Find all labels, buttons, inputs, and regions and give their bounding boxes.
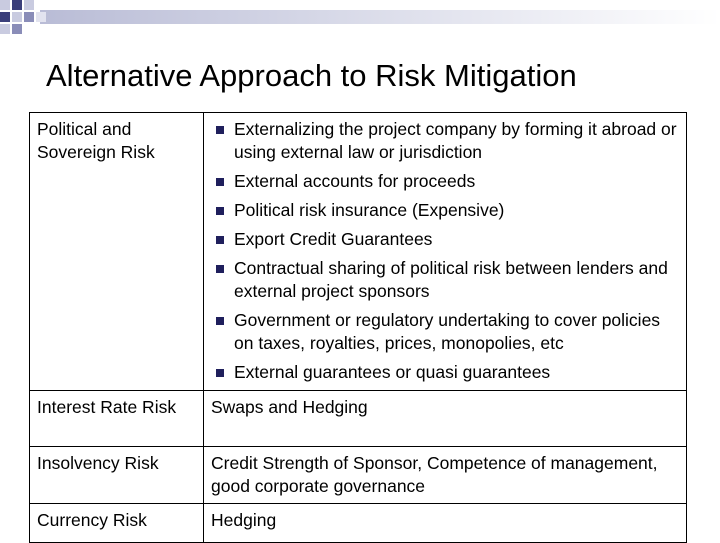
square-bullet-icon bbox=[216, 207, 224, 215]
list-item bbox=[211, 257, 682, 303]
list-item bbox=[211, 361, 682, 384]
decorative-header-pattern bbox=[0, 0, 720, 40]
list-item-text: Political risk insurance (Expensive) bbox=[234, 200, 505, 220]
list-item-text: Externalizing the project company by forming it abroad or using external law or jurisdiction bbox=[234, 119, 677, 162]
mitigation-list-political bbox=[204, 113, 687, 391]
mitigation-interest-rate: Swaps and Hedging bbox=[204, 391, 687, 447]
square-bullet-icon bbox=[216, 126, 224, 134]
bullet-list bbox=[211, 118, 682, 384]
square-bullet-icon bbox=[216, 369, 224, 377]
square-bullet-icon bbox=[216, 265, 224, 273]
list-item-text: External accounts for proceeds bbox=[234, 171, 476, 191]
risk-label-insolvency: Insolvency Risk bbox=[30, 447, 204, 504]
list-item-text: Contractual sharing of political risk between lenders and external project sponsors bbox=[234, 258, 668, 301]
square-bullet-icon bbox=[216, 236, 224, 244]
list-item bbox=[211, 118, 682, 164]
table-row-currency bbox=[30, 504, 687, 543]
list-item bbox=[211, 170, 682, 193]
square-bullet-icon bbox=[216, 178, 224, 186]
risk-label-currency: Currency Risk bbox=[30, 504, 204, 543]
square-bullet-icon bbox=[216, 317, 224, 325]
risk-mitigation-table bbox=[29, 112, 687, 543]
slide-title: Alternative Approach to Risk Mitigation bbox=[46, 58, 577, 93]
table-row-interest-rate bbox=[30, 391, 687, 447]
list-item bbox=[211, 228, 682, 251]
list-item-text: Government or regulatory undertaking to cover policies on taxes, royalties, prices, monopolies, etc bbox=[234, 310, 661, 353]
list-item-text: Export Credit Guarantees bbox=[234, 229, 433, 249]
table-row-insolvency bbox=[30, 447, 687, 504]
risk-label-political: Political and Sovereign Risk bbox=[30, 113, 204, 391]
risk-label-interest-rate: Interest Rate Risk bbox=[30, 391, 204, 447]
list-item bbox=[211, 199, 682, 222]
mitigation-insolvency: Credit Strength of Sponsor, Competence of management, good corporate governance bbox=[204, 447, 687, 504]
list-item-text: External guarantees or quasi guarantees bbox=[234, 362, 551, 382]
list-item bbox=[211, 309, 682, 355]
table-row-political bbox=[30, 113, 687, 391]
mitigation-currency: Hedging bbox=[204, 504, 687, 543]
